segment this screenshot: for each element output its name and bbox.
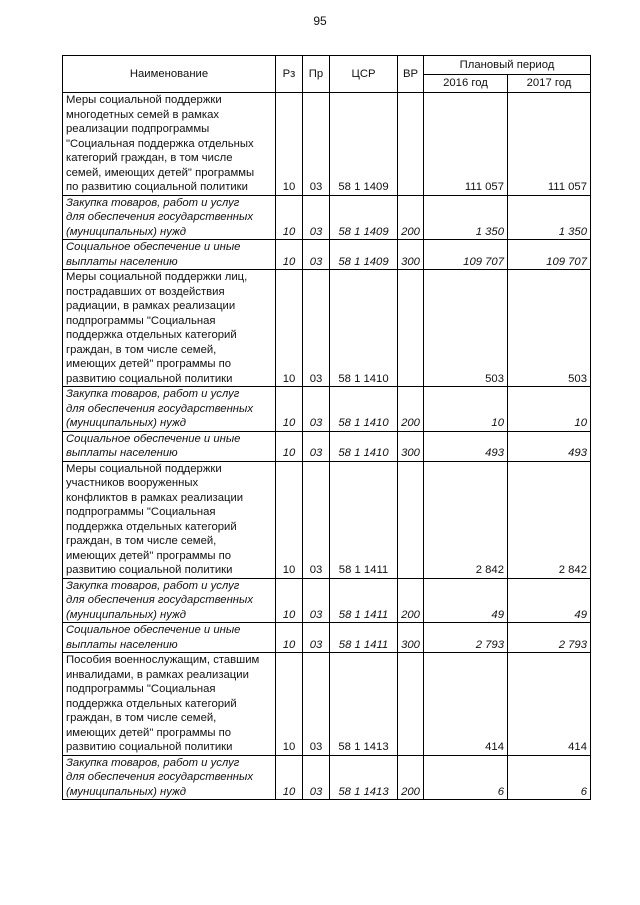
header-vr: ВР <box>398 56 424 93</box>
table-row <box>63 623 591 653</box>
row-csr: 58 1 1410 <box>330 270 398 387</box>
row-name-line: участников вооруженных <box>66 477 199 489</box>
table-row <box>63 578 591 623</box>
row-value-2017: 109 707 <box>508 240 591 270</box>
row-name-line: Закупка товаров, работ и услуг <box>66 579 240 592</box>
row-pr: 03 <box>303 387 330 432</box>
row-name <box>63 93 276 196</box>
row-name-line: граждан, в том числе семей, <box>66 535 217 547</box>
row-name-line: подпрограммы "Социальная <box>66 314 216 327</box>
header-year-2016: 2016 год <box>424 74 508 93</box>
row-csr: 58 1 1411 <box>330 461 398 578</box>
row-csr: 58 1 1411 <box>330 623 398 653</box>
row-name-line: имеющих детей" программы по <box>66 358 232 370</box>
row-pr: 03 <box>303 653 330 756</box>
row-name-line: подпрограммы "Социальная <box>66 683 216 695</box>
row-value-2016: 2 793 <box>424 623 508 653</box>
row-value-2016: 2 842 <box>424 461 508 578</box>
row-name-line: Пособия военнослужащим, ставшим <box>66 654 260 666</box>
row-value-2016: 1 350 <box>424 195 508 240</box>
row-name-line: поддержка отдельных категорий <box>66 520 237 533</box>
row-rz: 10 <box>276 653 303 756</box>
row-vr: 200 <box>398 578 424 623</box>
row-value-2016: 493 <box>424 431 508 461</box>
row-value-2017: 2 793 <box>508 623 591 653</box>
row-name <box>63 240 276 270</box>
row-name-line: Закупка товаров, работ и услуг <box>66 196 240 209</box>
row-vr: 200 <box>398 387 424 432</box>
row-name-line: выплаты населению <box>66 255 178 268</box>
row-value-2017: 49 <box>508 578 591 623</box>
row-rz: 10 <box>276 93 303 196</box>
row-name-line: имеющих детей" программы по <box>66 549 232 562</box>
row-value-2017: 414 <box>508 653 591 756</box>
table-row <box>63 270 591 387</box>
budget-table <box>62 55 591 800</box>
row-name-line: семей, имеющих детей" программы <box>66 166 255 179</box>
row-rz: 10 <box>276 431 303 461</box>
row-name-line: реализации подпрограммы <box>66 123 210 135</box>
row-csr: 58 1 1413 <box>330 653 398 756</box>
row-name-line: для обеспечения государственных <box>66 594 253 606</box>
row-name-line: Социальное обеспечение и иные <box>66 241 241 253</box>
row-csr: 58 1 1410 <box>330 387 398 432</box>
header-pr: Пр <box>303 56 330 93</box>
header-name: Наименование <box>63 56 276 93</box>
row-name-line: категорий граждан, в том числе <box>66 152 233 164</box>
row-name-line: (муниципальных) нужд <box>66 608 187 621</box>
row-value-2017: 6 <box>508 755 591 800</box>
row-name-line: (муниципальных) нужд <box>66 417 187 429</box>
row-rz: 10 <box>276 387 303 432</box>
row-csr: 58 1 1410 <box>330 431 398 461</box>
table-row <box>63 653 591 756</box>
row-vr: 300 <box>398 240 424 270</box>
row-value-2017: 10 <box>508 387 591 432</box>
table-row <box>63 755 591 800</box>
row-csr: 58 1 1409 <box>330 240 398 270</box>
row-name-line: Закупка товаров, работ и услуг <box>66 388 240 400</box>
row-vr: 200 <box>398 195 424 240</box>
row-value-2017: 111 057 <box>508 93 591 196</box>
row-value-2016: 6 <box>424 755 508 800</box>
row-value-2017: 493 <box>508 431 591 461</box>
row-value-2016: 109 707 <box>424 240 508 270</box>
row-name <box>63 461 276 578</box>
row-name-line: Меры социальной поддержки <box>66 94 222 106</box>
header-rz: Рз <box>276 56 303 93</box>
row-name <box>63 270 276 387</box>
row-name <box>63 653 276 756</box>
row-name <box>63 431 276 461</box>
row-value-2016: 49 <box>424 578 508 623</box>
row-name-line: Социальное обеспечение и иные <box>66 432 241 445</box>
header-csr: ЦСР <box>330 56 398 93</box>
row-vr <box>398 461 424 578</box>
row-pr: 03 <box>303 623 330 653</box>
row-pr: 03 <box>303 461 330 578</box>
row-name <box>63 623 276 653</box>
row-name <box>63 195 276 240</box>
row-pr: 03 <box>303 195 330 240</box>
row-name <box>63 387 276 432</box>
row-name-line: (муниципальных) нужд <box>66 225 187 238</box>
row-name-line: выплаты населению <box>66 447 178 459</box>
row-vr: 200 <box>398 755 424 800</box>
row-value-2016: 111 057 <box>424 93 508 196</box>
row-rz: 10 <box>276 270 303 387</box>
row-value-2017: 1 350 <box>508 195 591 240</box>
row-vr <box>398 653 424 756</box>
row-rz: 10 <box>276 578 303 623</box>
row-name-line: для обеспечения государственных <box>66 771 253 783</box>
row-rz: 10 <box>276 461 303 578</box>
table-row <box>63 240 591 270</box>
row-value-2016: 414 <box>424 653 508 756</box>
row-value-2017: 503 <box>508 270 591 387</box>
row-rz: 10 <box>276 755 303 800</box>
row-name-line: по развитию социальной политики <box>66 181 248 193</box>
row-name-line: развитию социальной политики <box>66 741 233 753</box>
row-vr <box>398 93 424 196</box>
row-name-line: поддержка отдельных категорий <box>66 329 237 341</box>
row-csr: 58 1 1409 <box>330 195 398 240</box>
row-csr: 58 1 1409 <box>330 93 398 196</box>
row-name <box>63 755 276 800</box>
row-pr: 03 <box>303 240 330 270</box>
row-value-2016: 503 <box>424 270 508 387</box>
row-name-line: развитию социальной политики <box>66 564 233 576</box>
row-name-line: Меры социальной поддержки лиц, <box>66 271 248 283</box>
row-name-line: Социальное обеспечение и иные <box>66 624 241 636</box>
row-rz: 10 <box>276 195 303 240</box>
table-row <box>63 461 591 578</box>
table-row <box>63 387 591 432</box>
row-name-line: конфликтов в рамках реализации <box>66 491 244 504</box>
row-csr: 58 1 1411 <box>330 578 398 623</box>
row-pr: 03 <box>303 93 330 196</box>
row-name-line: многодетных семей в рамках <box>66 108 220 121</box>
row-name-line: граждан, в том числе семей, <box>66 343 217 356</box>
row-vr: 300 <box>398 623 424 653</box>
row-name-line: радиации, в рамках реализации <box>66 300 236 312</box>
row-name-line: граждан, в том числе семей, <box>66 712 217 724</box>
row-name-line: пострадавших от воздействия <box>66 285 225 298</box>
row-name-line: "Социальная поддержка отдельных <box>66 137 254 150</box>
row-vr <box>398 270 424 387</box>
row-value-2016: 10 <box>424 387 508 432</box>
row-name-line: для обеспечения государственных <box>66 211 253 223</box>
row-pr: 03 <box>303 270 330 387</box>
row-csr: 58 1 1413 <box>330 755 398 800</box>
row-name <box>63 578 276 623</box>
row-vr: 300 <box>398 431 424 461</box>
table-row <box>63 195 591 240</box>
row-rz: 10 <box>276 240 303 270</box>
row-value-2017: 2 842 <box>508 461 591 578</box>
row-name-line: Меры социальной поддержки <box>66 462 222 475</box>
row-name-line: подпрограммы "Социальная <box>66 506 216 518</box>
row-name-line: развитию социальной политики <box>66 372 233 385</box>
row-rz: 10 <box>276 623 303 653</box>
row-pr: 03 <box>303 431 330 461</box>
header-year-2017: 2017 год <box>508 74 591 93</box>
row-name-line: выплаты населению <box>66 638 178 651</box>
page-number: 95 <box>313 14 327 28</box>
table-row <box>63 431 591 461</box>
row-pr: 03 <box>303 755 330 800</box>
row-name-line: для обеспечения государственных <box>66 402 253 415</box>
row-name-line: (муниципальных) нужд <box>66 785 187 798</box>
row-name-line: поддержка отдельных категорий <box>66 697 237 710</box>
row-name-line: инвалидами, в рамках реализации <box>66 668 249 681</box>
row-pr: 03 <box>303 578 330 623</box>
header-planned-period: Плановый период <box>424 56 591 75</box>
table-row <box>63 93 591 196</box>
row-name-line: имеющих детей" программы по <box>66 726 232 739</box>
row-name-line: Закупка товаров, работ и услуг <box>66 756 240 769</box>
